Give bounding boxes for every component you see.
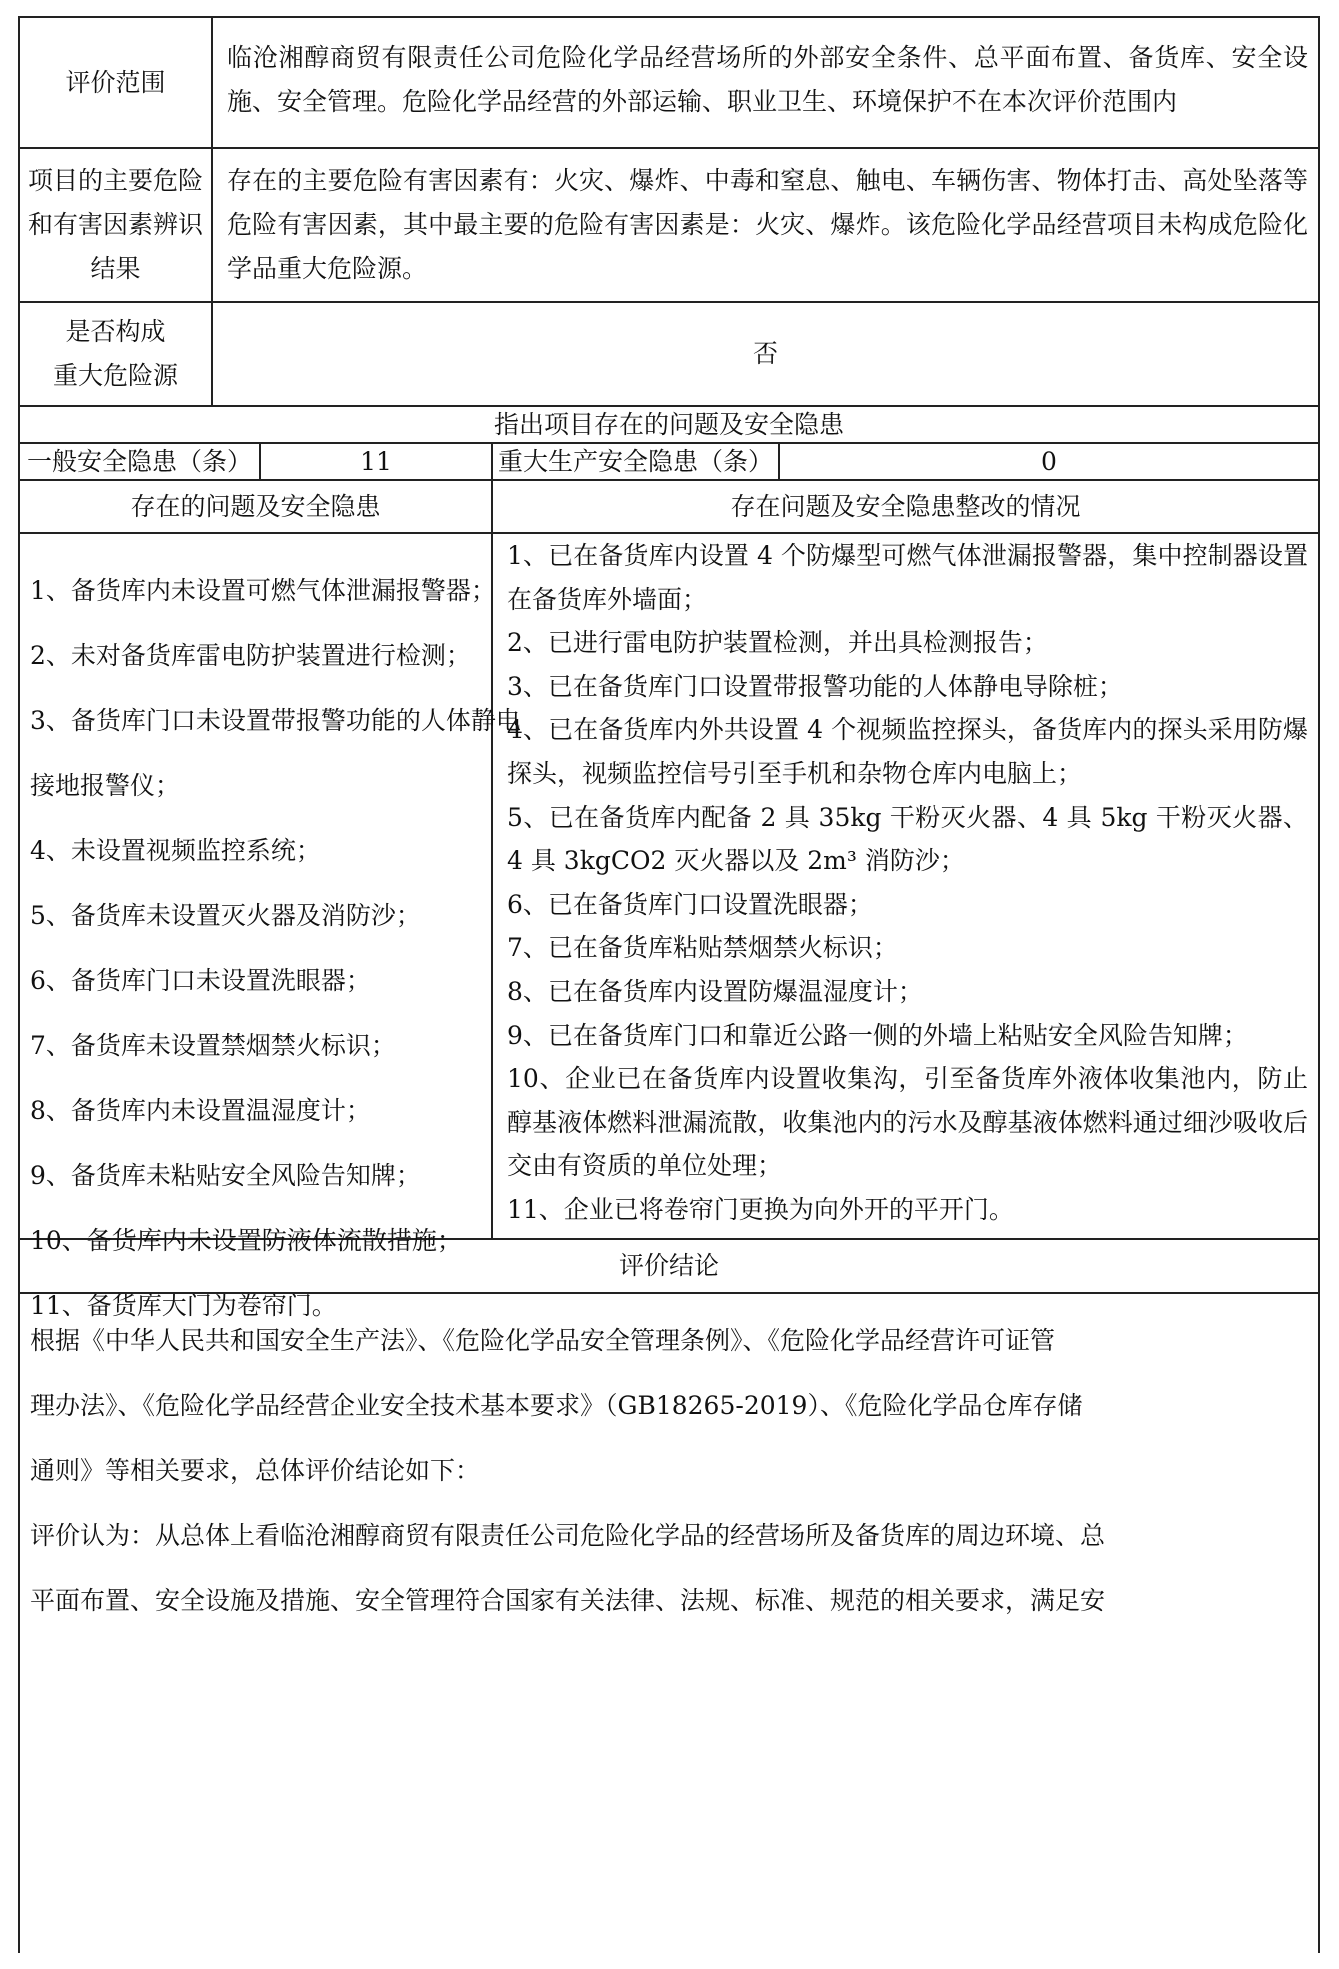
major-count-value-cell: [780, 444, 1318, 479]
hazards-text-cell: [213, 149, 1318, 301]
hazards-text: 存在的主要危险有害因素有：火灾、爆炸、中毒和窒息、触电、车辆伤害、物体打击、高处坠落等危险有害因素，其中最主要的危险有害因素是：火灾、爆炸。该危险化学品经营项目未构成危险化学品重大危险源。: [227, 166, 1308, 283]
hazards-label-line: 结果: [90, 254, 141, 283]
problem-item: 4、未设置视频监控系统；: [30, 836, 321, 865]
rectification-item: 8、已在备货库内设置防爆温湿度计；: [507, 976, 923, 1006]
general-count-label: 一般安全隐患（条）: [26, 446, 252, 476]
rectification-item: 6、已在备货库门口设置洗眼器；: [507, 889, 873, 919]
scope-label-cell: [20, 18, 213, 147]
rectification-item: 2、已进行雷电防护装置检测，并出具检测报告；: [507, 628, 1048, 658]
major-hazard-label-line: 重大危险源: [52, 361, 178, 390]
conclusion-header: 评价结论: [618, 1251, 719, 1280]
rectification-item: 10、企业已在备货库内设置收集沟，引至备货库外液体收集池内，防止醇基液体燃料泄漏流散，收集池内的污水及醇基液体燃料通过细沙吸收后交由有资质的单位处理；: [507, 1064, 1308, 1181]
evaluation-table: [18, 16, 1320, 1953]
rectification-list: [493, 534, 1318, 1238]
conclusion-line: 评价认为：从总体上看临沧湘醇商贸有限责任公司危险化学品的经营场所及备货库的周边环境、总: [30, 1521, 1106, 1550]
hazards-label-cell: [20, 149, 213, 301]
rectification-column-header: 存在问题及安全隐患整改的情况: [730, 491, 1081, 521]
general-count-label-cell: [20, 444, 261, 479]
hazards-label-line: 和有害因素辨识: [27, 210, 203, 239]
rectification-item: 9、已在备货库门口和靠近公路一侧的外墙上粘贴安全风险告知牌；: [507, 1020, 1248, 1050]
general-count-value: 11: [360, 446, 392, 476]
rectification-item: 4、已在备货库内外共设置 4 个视频监控探头，备货库内的探头采用防爆探头，视频监控信号引至手机和杂物仓库内电脑上；: [507, 715, 1308, 788]
major-hazard-label-cell: [20, 303, 213, 405]
problem-item: 9、备货库未粘贴安全风险告知牌；: [30, 1161, 421, 1190]
problems-column-header: 存在的问题及安全隐患: [130, 491, 381, 521]
hazards-label: [28, 159, 203, 291]
hazards-label-line: 项目的主要危险: [27, 166, 203, 195]
major-count-label: 重大生产安全隐患（条）: [497, 446, 773, 476]
scope-row: [20, 18, 1318, 149]
columns-header-row: [20, 481, 1318, 534]
problems-header-cell: [20, 481, 493, 532]
problem-item: 11、备货库大门为卷帘门。: [30, 1291, 337, 1320]
scope-text: 临沧湘醇商贸有限责任公司危险化学品经营场所的外部安全条件、总平面布置、备货库、安全设施、安全管理。危险化学品经营的外部运输、职业卫生、环境保护不在本次评价范围内: [227, 43, 1308, 116]
rectification-header-cell: [493, 481, 1318, 532]
conclusion-line: 通则》等相关要求，总体评价结论如下：: [30, 1456, 481, 1485]
scope-text-cell: [213, 18, 1318, 147]
rectification-item: 11、企业已将卷帘门更换为向外开的平开门。: [507, 1194, 1014, 1224]
rectification-item: 3、已在备货库门口设置带报警功能的人体静电导除桩；: [507, 671, 1123, 701]
rectification-item: 5、已在备货库内配备 2 具 35kg 干粉灭火器、4 具 5kg 干粉灭火器、4 具 3kgCO2 灭火器以及 2m³ 消防沙；: [507, 802, 1308, 876]
problem-item: 3、备货库门口未设置带报警功能的人体静电: [30, 706, 521, 735]
major-hazard-label-line: 是否构成: [65, 317, 166, 346]
issues-header: 指出项目存在的问题及安全隐患: [493, 409, 844, 439]
major-count-value: 0: [1041, 446, 1057, 476]
problem-item: 8、备货库内未设置温湿度计；: [30, 1096, 371, 1125]
major-hazard-value: 否: [752, 339, 778, 368]
rectification-item: 1、已在备货库内设置 4 个防爆型可燃气体泄漏报警器，集中控制器设置在备货库外墙面；: [507, 541, 1308, 614]
problem-item: 7、备货库未设置禁烟禁火标识；: [30, 1031, 396, 1060]
problem-item: 1、备货库内未设置可燃气体泄漏报警器；: [30, 576, 496, 605]
problem-item: 5、备货库未设置灭火器及消防沙；: [30, 901, 421, 930]
general-count-value-cell: [261, 444, 493, 479]
hazards-row: [20, 149, 1318, 303]
major-hazard-label: [53, 310, 178, 398]
issues-header-row: [20, 407, 1318, 444]
major-hazard-value-cell: [213, 303, 1318, 405]
problem-item: 6、备货库门口未设置洗眼器；: [30, 966, 371, 995]
problem-item: 接地报警仪；: [30, 771, 181, 800]
major-count-label-cell: [493, 444, 780, 479]
conclusion-line: 理办法》、《危险化学品经营企业安全技术基本要求》（GB18265-2019）、《危险化学品仓库存储: [30, 1391, 1083, 1420]
problem-item: 10、备货库内未设置防液体流散措施；: [30, 1226, 462, 1255]
problem-item: 2、未对备货库雷电防护装置进行检测；: [30, 641, 471, 670]
scope-label: 评价范围: [65, 67, 166, 97]
counts-row: [20, 444, 1318, 481]
conclusion-header-row: [20, 1240, 1318, 1294]
rectification-item: 7、已在备货库粘贴禁烟禁火标识；: [507, 933, 898, 963]
major-hazard-row: [20, 303, 1318, 407]
conclusion-text: [20, 1294, 1318, 1633]
conclusion-line: 根据《中华人民共和国安全生产法》、《危险化学品安全管理条例》、《危险化学品经营许可证管: [30, 1326, 1056, 1355]
problems-list: [20, 534, 521, 1320]
conclusion-line: 平面布置、安全设施及措施、安全管理符合国家有关法律、法规、标准、规范的相关要求，满足安: [30, 1586, 1106, 1615]
